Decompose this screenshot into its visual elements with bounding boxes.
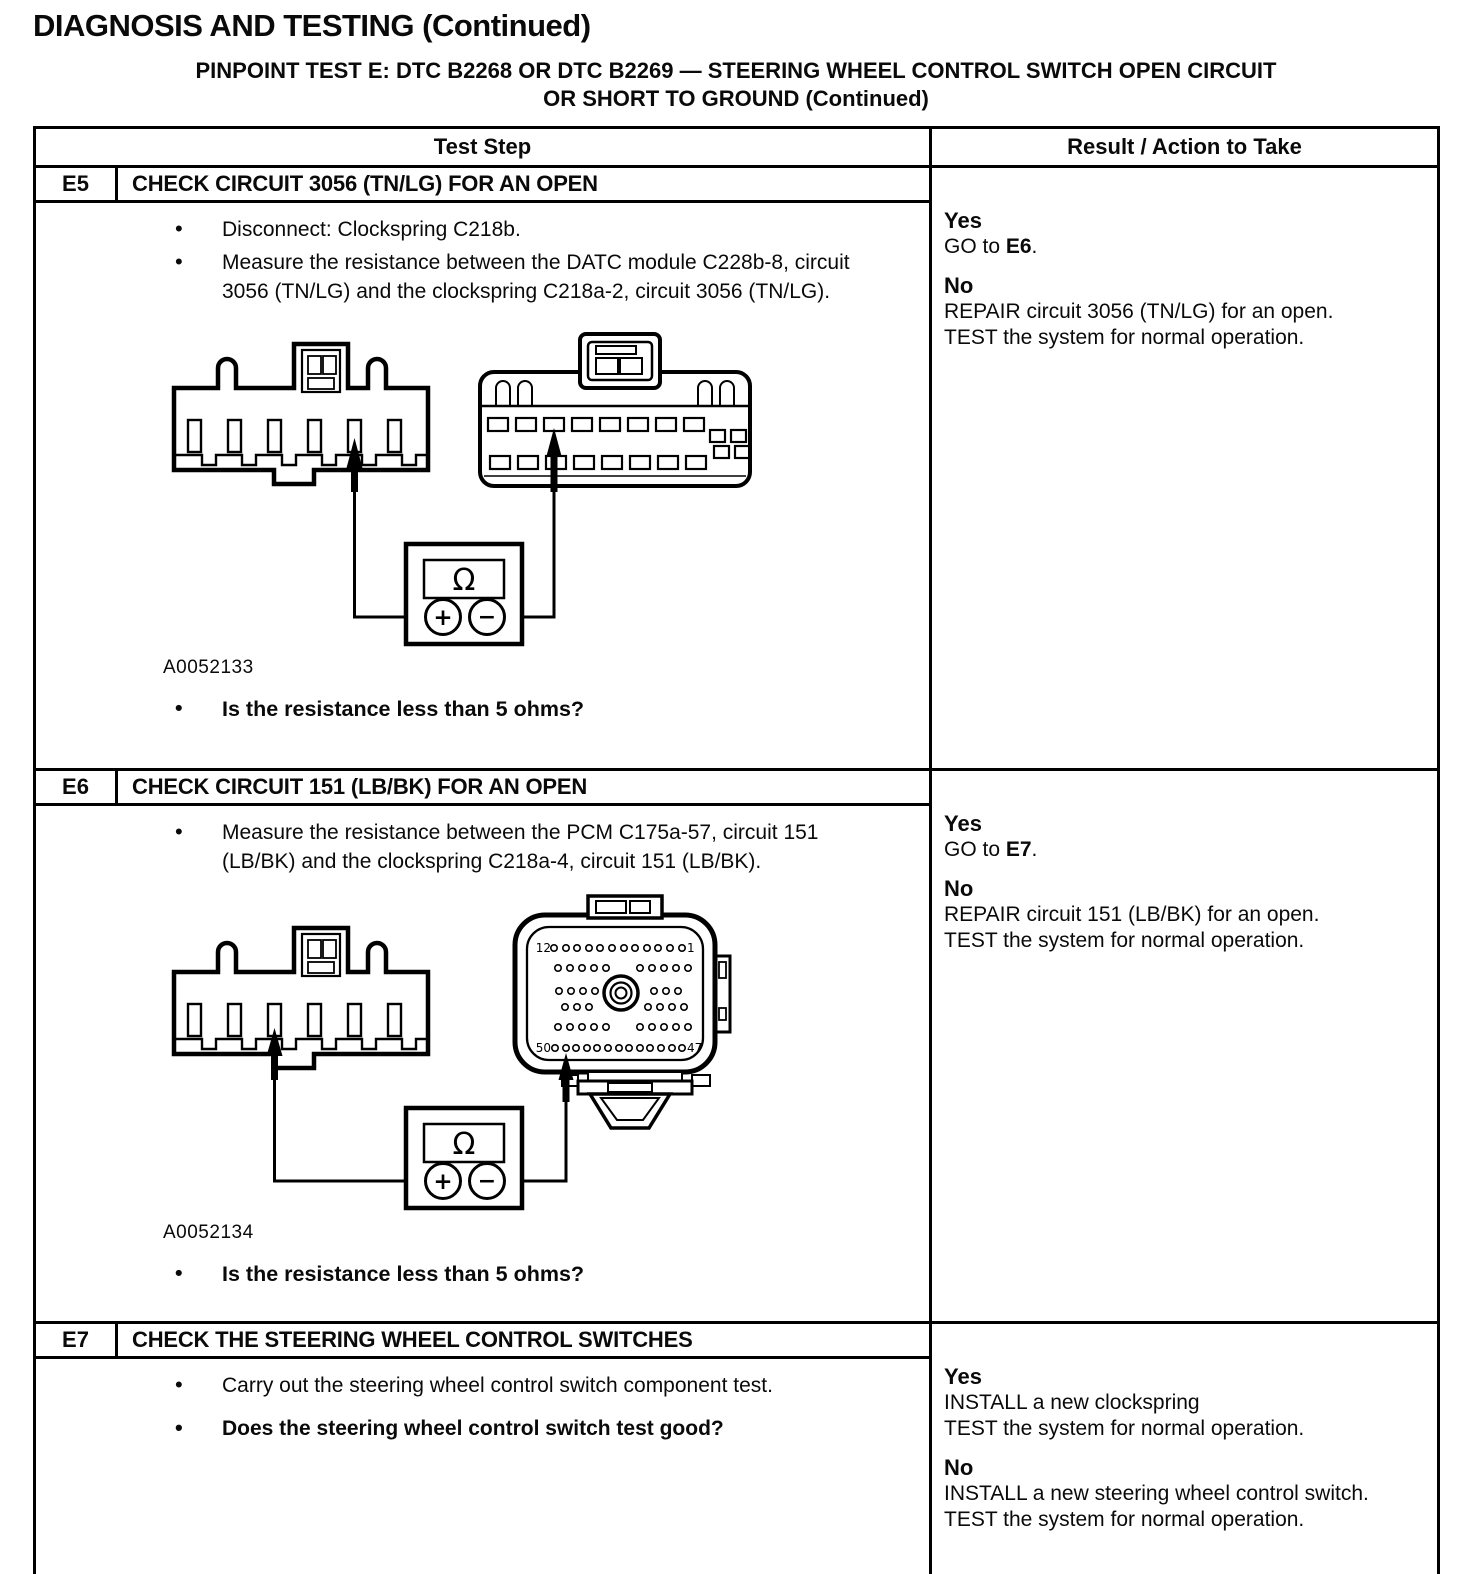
goto-prefix: GO to xyxy=(944,235,1006,258)
result-cell-e5 xyxy=(929,168,1437,768)
instruction-item: • Measure the resistance between the PCM C175a-57, circuit 151 (LB/BK) and the clockspring C218a-4, circuit 151 (LB/BK). xyxy=(36,818,862,876)
ohm-symbol: Ω xyxy=(452,1127,476,1162)
result-no-action: TEST the system for normal operation. xyxy=(944,929,1305,952)
goto-target: E7 xyxy=(1005,838,1032,861)
figure-label: A0052134 xyxy=(163,1222,254,1243)
result-no-label: No xyxy=(944,273,974,298)
result-yes-label: Yes xyxy=(944,1364,982,1389)
pin-label: 47 xyxy=(687,1041,703,1055)
result-no-action: TEST the system for normal operation. xyxy=(944,1508,1305,1531)
goto-target: E6 xyxy=(1005,235,1032,258)
step-title-e6: CHECK CIRCUIT 151 (LB/BK) FOR AN OPEN xyxy=(118,771,929,806)
step-question: • Is the resistance less than 5 ohms? xyxy=(36,1262,922,1287)
pin-label: 12 xyxy=(535,941,551,955)
page-title: DIAGNOSIS AND TESTING (Continued) xyxy=(33,8,591,43)
step-question: • Does the steering wheel control switch test good? xyxy=(36,1414,862,1443)
result-no-action: REPAIR circuit 151 (LB/BK) for an open. xyxy=(944,903,1320,926)
result-no-action: TEST the system for normal operation. xyxy=(944,326,1305,349)
instruction-list xyxy=(36,818,929,876)
step-title-e7: CHECK THE STEERING WHEEL CONTROL SWITCHES xyxy=(118,1324,929,1359)
table-header-row xyxy=(36,129,1437,165)
datc-module-connector xyxy=(480,334,750,486)
plus-symbol: + xyxy=(433,1169,453,1195)
instruction-item: • Carry out the steering wheel control switch component test. xyxy=(36,1371,862,1400)
step-body-e6 xyxy=(36,806,929,1321)
step-id-e7: E7 xyxy=(36,1324,118,1359)
instruction-item: • Measure the resistance between the DATC module C228b-8, circuit 3056 (TN/LG) and the clockspring C218a-2, circuit 3056 (TN/LG). xyxy=(36,248,862,306)
instruction-list xyxy=(36,215,929,306)
pin-label: 1 xyxy=(687,941,695,955)
figure-label: A0052133 xyxy=(163,657,254,678)
result-no-block xyxy=(944,876,1389,954)
result-no-action: REPAIR circuit 3056 (TN/LG) for an open. xyxy=(944,300,1334,323)
result-no-action: INSTALL a new steering wheel control switch. xyxy=(944,1482,1369,1505)
plus-symbol: + xyxy=(433,605,453,631)
goto-suffix: . xyxy=(1031,235,1038,258)
result-no-label: No xyxy=(944,876,974,901)
result-no-label: No xyxy=(944,1455,974,1480)
pcm-connector xyxy=(515,896,730,1128)
pinpoint-test-table xyxy=(33,126,1440,1574)
step-question: • Is the resistance less than 5 ohms? xyxy=(36,697,922,722)
result-yes-label: Yes xyxy=(944,208,982,233)
test-step-e6 xyxy=(36,768,1437,1321)
result-yes-action xyxy=(944,837,1389,863)
result-no-block xyxy=(944,273,1389,351)
step-id-e6: E6 xyxy=(36,771,118,806)
result-no-block xyxy=(944,1455,1389,1533)
result-cell-e7 xyxy=(929,1324,1437,1574)
subtitle-line-1: PINPOINT TEST E: DTC B2268 OR DTC B2269 — STEERING WHEEL CONTROL SWITCH OPEN CIRCUIT xyxy=(195,58,1277,83)
result-yes-block xyxy=(944,811,1389,863)
instruction-item: • Disconnect: Clockspring C218b. xyxy=(36,215,862,244)
pinpoint-test-subtitle xyxy=(0,57,1472,113)
ohm-symbol: Ω xyxy=(452,563,476,598)
step-body-e7 xyxy=(36,1359,929,1574)
instruction-list xyxy=(36,1371,929,1443)
column-header-test-step: Test Step xyxy=(433,134,532,159)
step-title-e5: CHECK CIRCUIT 3056 (TN/LG) FOR AN OPEN xyxy=(118,168,929,203)
result-yes-block xyxy=(944,1364,1389,1442)
test-step-e5 xyxy=(36,165,1437,768)
step-body-e5 xyxy=(36,203,929,768)
pin-label: 50 xyxy=(535,1041,551,1055)
test-lead-wire xyxy=(275,1078,426,1181)
result-yes-action xyxy=(944,234,1389,260)
result-yes-block xyxy=(944,208,1389,260)
ohmmeter xyxy=(406,544,522,644)
test-step-e7 xyxy=(36,1321,1437,1574)
step-id-e5: E5 xyxy=(36,168,118,203)
minus-symbol: − xyxy=(477,605,497,630)
circuit-test-figure-e6 xyxy=(160,890,760,1220)
subtitle-line-2: OR SHORT TO GROUND (Continued) xyxy=(543,86,929,111)
minus-symbol: − xyxy=(477,1169,497,1194)
result-yes-action: TEST the system for normal operation. xyxy=(944,1417,1305,1440)
ohmmeter xyxy=(406,1108,522,1208)
circuit-test-figure-e5 xyxy=(160,320,760,655)
center-bolt-hole xyxy=(604,976,638,1010)
result-yes-label: Yes xyxy=(944,811,982,836)
result-cell-e6 xyxy=(929,771,1437,1321)
column-header-result-action: Result / Action to Take xyxy=(929,129,1437,165)
result-yes-action: INSTALL a new clockspring xyxy=(944,1391,1200,1414)
goto-suffix: . xyxy=(1031,838,1038,861)
goto-prefix: GO to xyxy=(944,838,1006,861)
